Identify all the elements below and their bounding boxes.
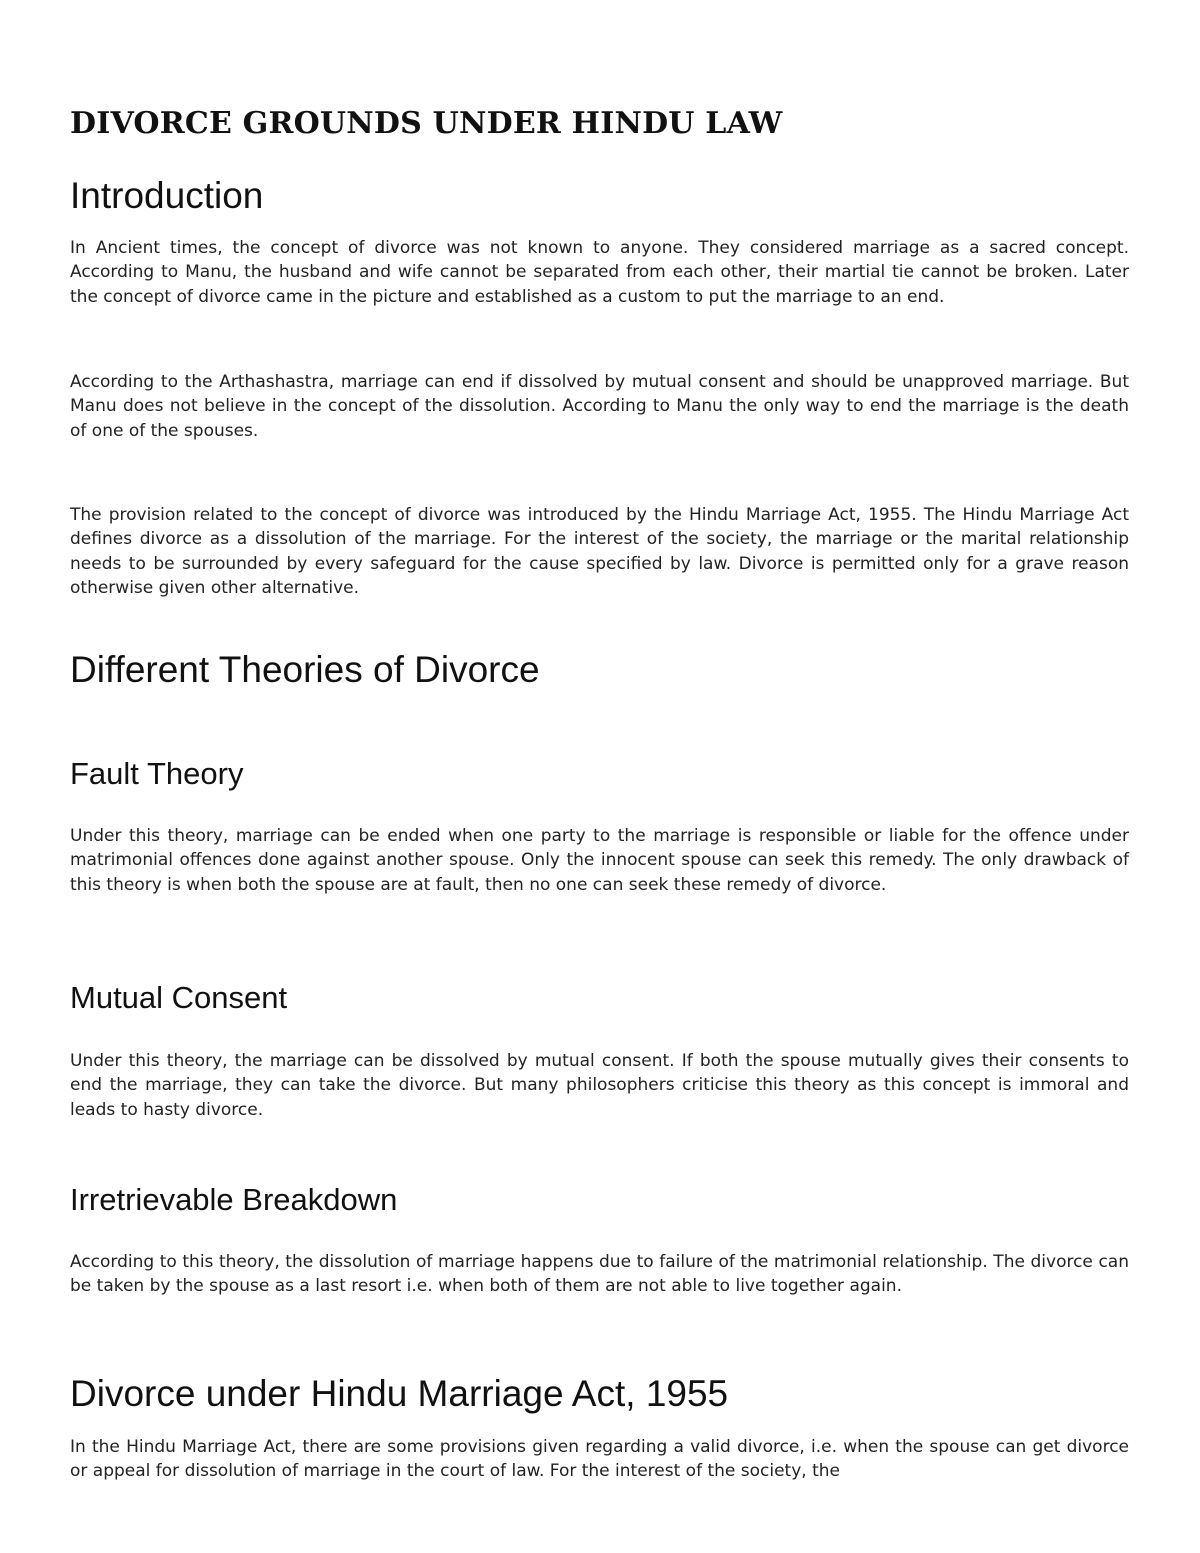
irretrievable-breakdown-paragraph: According to this theory, the dissolution of marriage happens due to failure of the matrimonial relationship. The divorce can be taken by the spouse as a last resort i.e. when both of them are not able to live together again.	[70, 1252, 1129, 1297]
theories-heading: Different Theories of Divorce	[70, 649, 540, 690]
mutual-consent-heading: Mutual Consent	[70, 980, 288, 1015]
document-title: DIVORCE GROUNDS UNDER HINDU LAW	[70, 106, 783, 141]
mutual-consent-paragraph: Under this theory, the marriage can be dissolved by mutual consent. If both the spouse mutually gives their consents to end the marriage, they can take the divorce. But many philosophers criticise this theory as this concept is immoral and leads to hasty divorce.	[70, 1051, 1129, 1120]
intro-paragraph-2: According to the Arthashastra, marriage can end if dissolved by mutual consent and should be unapproved marriage. But Manu does not believe in the concept of the dissolution. According to Manu the only way to end the marriage is the death of one of the spouses.	[70, 372, 1129, 441]
fault-theory-paragraph: Under this theory, marriage can be ended when one party to the marriage is responsible or liable for the offence under matrimonial offences done against another spouse. Only the innocent spouse can seek this remedy. The only drawback of this theory is when both the spouse are at fault, then no one can seek these remedy of divorce.	[70, 826, 1129, 895]
fault-theory-heading: Fault Theory	[70, 756, 244, 791]
intro-paragraph-1: In Ancient times, the concept of divorce was not known to anyone. They considered marriage as a sacred concept. According to Manu, the husband and wife cannot be separated from each other, their martial tie cannot be broken. Later the concept of divorce came in the picture and established as a custom to put the marriage to an end.	[70, 238, 1129, 307]
hindu-marriage-act-paragraph: In the Hindu Marriage Act, there are some provisions given regarding a valid divorce, i.e. when the spouse can get divorce or appeal for dissolution of marriage in the court of law. For the interest of the society, the	[70, 1437, 1129, 1482]
irretrievable-breakdown-heading: Irretrievable Breakdown	[70, 1182, 398, 1217]
intro-paragraph-3: The provision related to the concept of divorce was introduced by the Hindu Marriage Act, 1955. The Hindu Marriage Act defines divorce as a dissolution of the marriage. For the interest of the society, the marriage or the marital relationship needs to be surrounded by every safeguard for the cause specified by law. Divorce is permitted only for a grave reason otherwise given other alternative.	[70, 505, 1129, 599]
introduction-heading: Introduction	[70, 175, 264, 216]
hindu-marriage-act-heading: Divorce under Hindu Marriage Act, 1955	[70, 1373, 729, 1414]
